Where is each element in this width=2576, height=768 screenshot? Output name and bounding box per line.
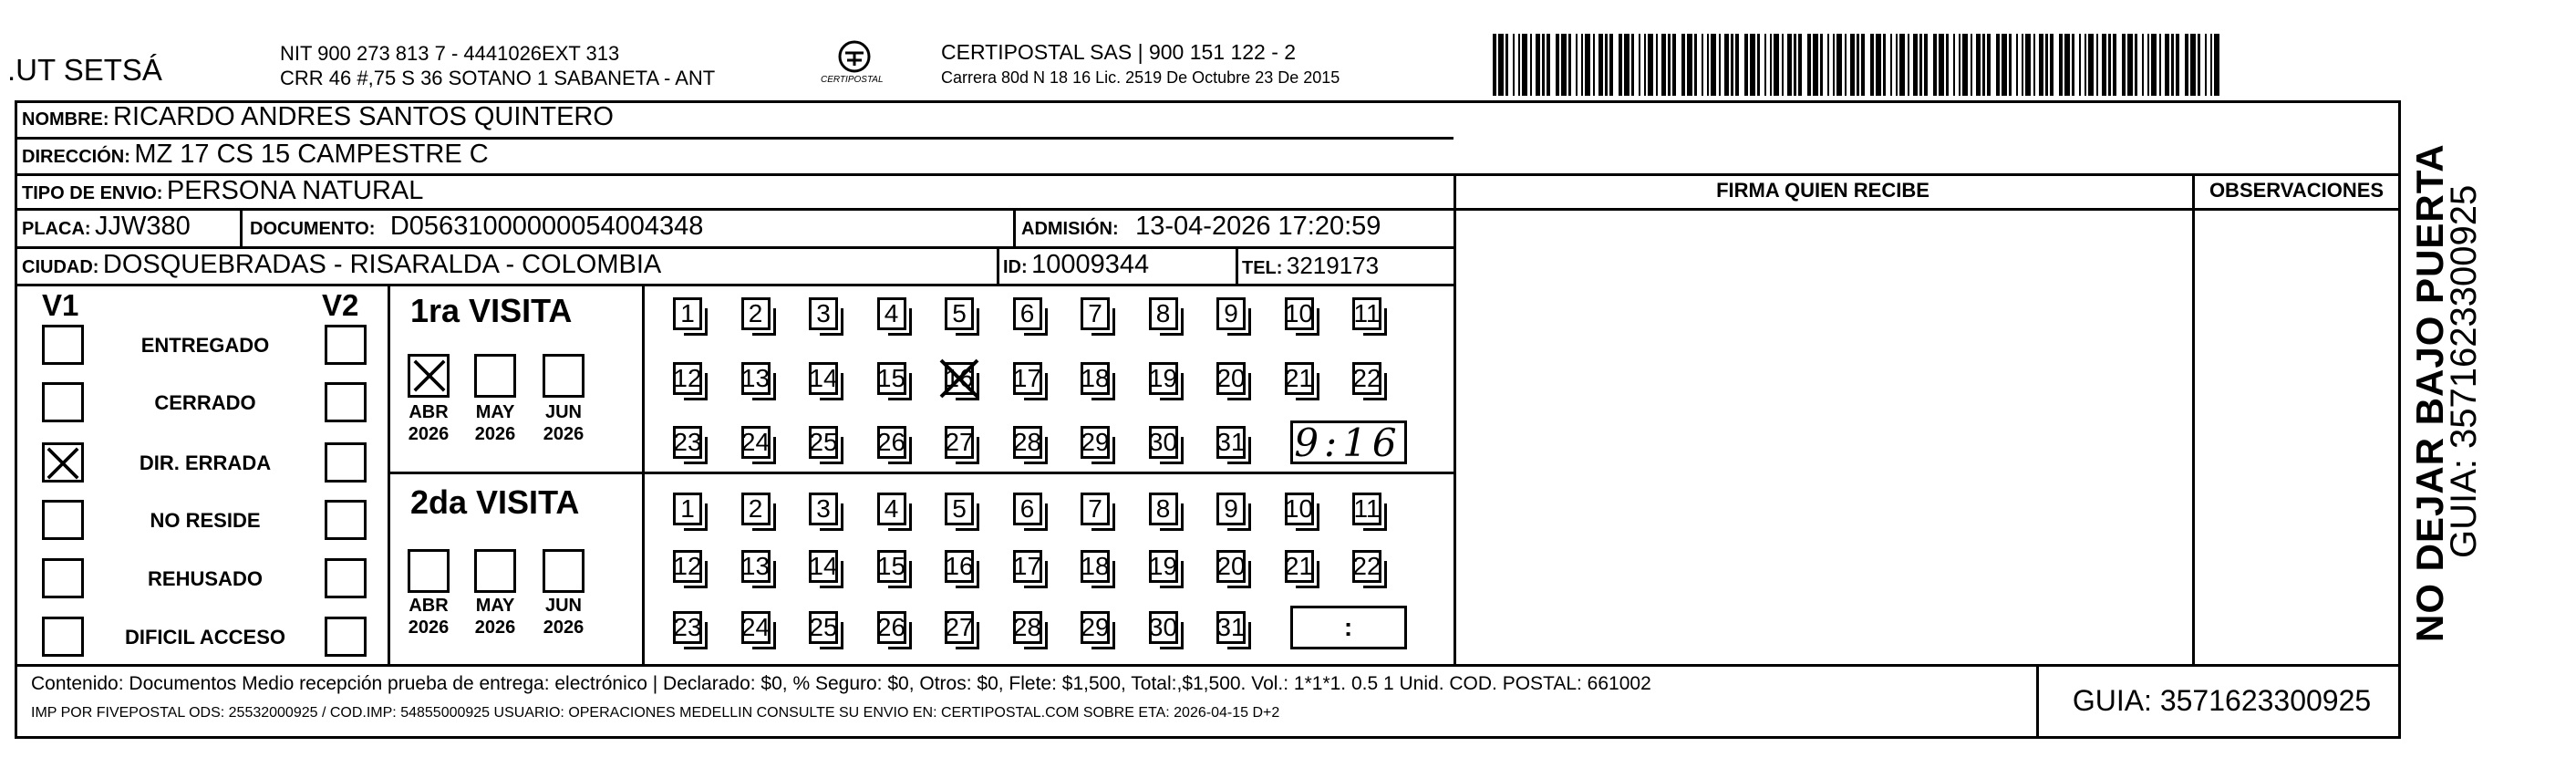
barcode-bar — [2113, 34, 2116, 96]
barcode-bar — [1648, 34, 1653, 96]
barcode-bar — [1605, 34, 1608, 96]
barcode-bar — [1946, 34, 1949, 96]
admision-label: ADMISIÓN: — [1021, 219, 1119, 239]
month-name: JUN — [544, 596, 582, 616]
barcode-bar — [1719, 34, 1721, 96]
day-box[interactable]: 7 — [1081, 493, 1110, 525]
barcode-bar — [2079, 34, 2081, 96]
v1-checkbox[interactable] — [42, 325, 84, 365]
barcode-bar — [1813, 34, 1818, 96]
day-box[interactable]: 7 — [1081, 297, 1110, 330]
barcode-bar — [1556, 34, 1559, 96]
barcode-bar — [2142, 34, 2144, 96]
day-box[interactable]: 25 — [809, 426, 838, 459]
barcode-bar — [1598, 34, 1603, 96]
barcode-bar — [2002, 34, 2007, 96]
status-label: NO RESIDE — [150, 509, 261, 532]
day-box[interactable]: 18 — [1081, 362, 1110, 395]
month-year: 2026 — [543, 424, 585, 444]
day-box[interactable]: 12 — [673, 550, 702, 583]
footer-guia: GUIA: 3571623300925 — [2072, 684, 2372, 717]
barcode-bar — [1702, 34, 1703, 96]
barcode-bar — [2022, 34, 2023, 96]
admision-value: 13-04-2026 17:20:59 — [1135, 212, 1381, 241]
barcode-bar — [1619, 34, 1622, 96]
barcode-bar — [2096, 34, 2098, 96]
month-name: JUN — [544, 402, 582, 422]
v2-checkbox[interactable] — [325, 325, 367, 365]
day-box[interactable]: 14 — [809, 362, 838, 395]
visit2-title: 2da VISITA — [410, 483, 580, 521]
status-label: CERRADO — [154, 391, 256, 414]
barcode-bar — [1547, 34, 1550, 96]
barcode-bar — [1787, 34, 1792, 96]
barcode-bar — [1639, 34, 1640, 96]
day-box[interactable]: 22 — [1352, 362, 1381, 395]
day-box[interactable]: 26 — [877, 426, 906, 459]
barcode-bar — [1731, 34, 1733, 96]
day-box[interactable]: 25 — [809, 611, 838, 644]
nombre-label: NOMBRE: — [22, 109, 109, 130]
visit1-time-value: 9:16 — [1294, 420, 1402, 465]
barcode-bar — [1982, 34, 1985, 96]
month-label — [532, 595, 595, 638]
barcode-bar — [1656, 34, 1658, 96]
barcode-bar — [2176, 34, 2179, 96]
barcode-bar — [1542, 34, 1545, 96]
v2-checkbox[interactable] — [325, 558, 367, 598]
day-box[interactable]: 16 — [945, 550, 974, 583]
day-box[interactable]: 31 — [1216, 611, 1246, 644]
barcode-bar — [2072, 34, 2074, 96]
footer-content-line: Contenido: Documentos Medio recepción prueba de entrega: electrónico | Declarado: $0, % Seguro: $0, Otros: $0, Flete: $1,500, Total:,$1,500. Vol.: 1*1*1. 0.5 1 Unid. COD. POSTAL: 661002 — [31, 673, 1651, 694]
tipo-envio-label: TIPO DE ENVIO: — [22, 183, 163, 203]
visit2-time-value: : — [1343, 613, 1353, 641]
month-label — [463, 401, 527, 445]
barcode-bar — [1735, 34, 1739, 96]
day-box[interactable]: 26 — [877, 611, 906, 644]
barcode-bar — [1876, 34, 1881, 96]
barcode-bar — [1996, 34, 2000, 96]
day-box[interactable]: 10 — [1285, 297, 1314, 330]
barcode-bar — [2045, 34, 2048, 96]
month-label — [463, 595, 527, 638]
day-box[interactable]: 30 — [1149, 611, 1178, 644]
barcode-bar — [1807, 34, 1811, 96]
barcode-bar — [1644, 34, 1646, 96]
barcode-bar — [2214, 34, 2219, 96]
barcode-bar — [1953, 34, 1955, 96]
side-guia: GUIA: 3571623300925 — [2444, 184, 2484, 558]
barcode-bar — [1782, 34, 1784, 96]
month-year: 2026 — [543, 618, 585, 638]
month-checkbox[interactable] — [543, 354, 585, 398]
day-box[interactable]: 4 — [877, 493, 906, 525]
day-box[interactable]: 11 — [1352, 297, 1381, 330]
observaciones-header: OBSERVACIONES — [2209, 179, 2385, 202]
barcode-bar — [2033, 34, 2035, 96]
day-box[interactable]: 2 — [741, 297, 771, 330]
barcode-bar — [2039, 34, 2043, 96]
day-box[interactable]: 1 — [673, 297, 702, 330]
month-checkbox[interactable] — [474, 549, 516, 593]
day-box[interactable]: 30 — [1149, 426, 1178, 459]
day-box[interactable]: 2 — [741, 493, 771, 525]
day-box[interactable]: 20 — [1216, 550, 1246, 583]
day-box[interactable]: 27 — [945, 426, 974, 459]
barcode-bar — [1576, 34, 1578, 96]
day-box[interactable]: 9 — [1216, 297, 1246, 330]
barcode-bar — [1631, 34, 1634, 96]
barcode-bar — [1850, 34, 1855, 96]
barcode-bar — [2025, 34, 2031, 96]
direccion-label: DIRECCIÓN: — [22, 147, 130, 167]
v2-checkbox[interactable] — [325, 617, 367, 657]
month-label — [397, 595, 460, 638]
barcode-bar — [1744, 34, 1748, 96]
barcode-bar — [1681, 34, 1685, 96]
day-box[interactable]: 14 — [809, 550, 838, 583]
day-box[interactable]: 15 — [877, 362, 906, 395]
day-box[interactable]: 15 — [877, 550, 906, 583]
documento-value: D05631000000054004348 — [389, 212, 704, 241]
barcode-bar — [1883, 34, 1886, 96]
barcode-bar — [1724, 34, 1729, 96]
barcode — [1493, 34, 2224, 96]
day-box[interactable]: 12 — [673, 362, 702, 395]
no-dejar-bajo-puerta: NO DEJAR BAJO PUERTA — [2408, 143, 2451, 642]
barcode-bar — [2210, 34, 2212, 96]
barcode-bar — [1908, 34, 1909, 96]
barcode-bar — [2151, 34, 2157, 96]
v1-checkbox[interactable] — [42, 617, 84, 657]
barcode-bar — [1896, 34, 1898, 96]
day-box[interactable]: 24 — [741, 611, 771, 644]
barcode-bar — [1568, 34, 1571, 96]
logo-text: CERTIPOSTAL — [821, 75, 884, 85]
day-box[interactable]: 29 — [1081, 611, 1110, 644]
barcode-bar — [1770, 34, 1772, 96]
barcode-bar — [1624, 34, 1629, 96]
month-checkbox[interactable] — [408, 549, 450, 593]
day-box[interactable]: 8 — [1149, 493, 1178, 525]
barcode-bar — [2102, 34, 2106, 96]
barcode-bar — [2050, 34, 2054, 96]
day-box[interactable]: 31 — [1216, 426, 1246, 459]
barcode-bar — [1711, 34, 1716, 96]
barcode-bar — [1833, 34, 1835, 96]
month-year: 2026 — [408, 424, 450, 444]
barcode-bar — [1581, 34, 1583, 96]
day-box[interactable]: 17 — [1013, 362, 1042, 395]
day-box[interactable]: 29 — [1081, 426, 1110, 459]
day-box[interactable]: 6 — [1013, 493, 1042, 525]
day-box[interactable]: 27 — [945, 611, 974, 644]
day-box[interactable]: 13 — [741, 362, 771, 395]
id-label: ID: — [1003, 257, 1028, 277]
nit-line: NIT 900 273 813 7 - 4441026EXT 313 — [280, 42, 620, 65]
barcode-bar — [2059, 34, 2063, 96]
barcode-bar — [1593, 34, 1595, 96]
barcode-bar — [1899, 34, 1905, 96]
barcode-bar — [1774, 34, 1779, 96]
v1-checkbox[interactable] — [42, 442, 84, 483]
month-checkbox[interactable] — [408, 354, 450, 398]
day-box[interactable]: 22 — [1352, 550, 1381, 583]
barcode-bar — [1493, 34, 1496, 96]
month-label — [397, 401, 460, 445]
month-checkbox[interactable] — [474, 354, 516, 398]
day-box[interactable]: 5 — [945, 493, 974, 525]
v2-checkbox[interactable] — [325, 500, 367, 540]
id-value: 10009344 — [1031, 250, 1150, 279]
day-box[interactable]: 23 — [673, 426, 702, 459]
day-box[interactable]: 4 — [877, 297, 906, 330]
day-box[interactable]: 23 — [673, 611, 702, 644]
certipostal-logo — [812, 38, 903, 93]
day-box[interactable]: 21 — [1285, 550, 1314, 583]
barcode-bar — [1513, 34, 1515, 96]
day-box[interactable]: 3 — [809, 493, 838, 525]
visit1-title: 1ra VISITA — [410, 292, 573, 329]
barcode-bar — [1609, 34, 1613, 96]
v2-checkbox[interactable] — [325, 442, 367, 483]
status-label: DIFICIL ACCESO — [124, 626, 285, 649]
month-year: 2026 — [408, 618, 450, 638]
status-label: ENTREGADO — [140, 334, 270, 357]
month-name: ABR — [409, 402, 449, 422]
barcode-bar — [1836, 34, 1842, 96]
documento-label: DOCUMENTO: — [250, 219, 376, 239]
day-box[interactable]: 17 — [1013, 550, 1042, 583]
barcode-bar — [2064, 34, 2070, 96]
barcode-bar — [2190, 34, 2196, 96]
barcode-bar — [1505, 34, 1508, 96]
barcode-bar — [1757, 34, 1760, 96]
day-box[interactable]: 18 — [1081, 550, 1110, 583]
barcode-bar — [1750, 34, 1755, 96]
direccion-value: MZ 17 CS 15 CAMPESTRE C — [134, 140, 489, 169]
tel-label: TEL: — [1242, 258, 1283, 278]
day-box[interactable]: 20 — [1216, 362, 1246, 395]
status-label: REHUSADO — [148, 567, 263, 590]
v2-checkbox[interactable] — [325, 382, 367, 422]
month-year: 2026 — [474, 618, 516, 638]
v1-checkbox[interactable] — [42, 382, 84, 422]
barcode-bar — [1498, 34, 1504, 96]
barcode-bar — [1530, 34, 1532, 96]
day-box[interactable]: 28 — [1013, 426, 1042, 459]
address-line: CRR 46 #,75 S 36 SOTANO 1 SABANETA - ANT — [280, 67, 716, 89]
day-box[interactable]: 21 — [1285, 362, 1314, 395]
barcode-bar — [1794, 34, 1796, 96]
day-box[interactable]: 8 — [1149, 297, 1178, 330]
certipostal-line: CERTIPOSTAL SAS | 900 151 122 - 2 — [941, 40, 1297, 64]
day-box[interactable]: 1 — [673, 493, 702, 525]
day-cross-mark — [937, 357, 981, 400]
barcode-bar — [1694, 34, 1697, 96]
month-name: MAY — [475, 402, 515, 422]
footer-imp-line: IMP POR FIVEPOSTAL ODS: 25532000925 / COD.IMP: 54855000925 USUARIO: OPERACIONES MEDELLIN CONSULTE SU ENVIO EN: CERTIPOSTAL.COM SOBRE ETA: 2026-04-15 D+2 — [31, 705, 1280, 721]
barcode-bar — [2198, 34, 2200, 96]
barcode-bar — [2016, 34, 2018, 96]
barcode-bar — [2088, 34, 2094, 96]
day-box[interactable]: 28 — [1013, 611, 1042, 644]
day-box[interactable]: 6 — [1013, 297, 1042, 330]
day-box[interactable]: 16 — [945, 362, 974, 395]
day-box[interactable]: 19 — [1149, 550, 1178, 583]
day-box[interactable]: 9 — [1216, 493, 1246, 525]
barcode-bar — [1976, 34, 1981, 96]
barcode-bar — [1919, 34, 1922, 96]
month-label — [532, 401, 595, 445]
v1-label: V1 — [42, 288, 79, 322]
day-box[interactable]: 5 — [945, 297, 974, 330]
barcode-bar — [1820, 34, 1823, 96]
barcode-bar — [2171, 34, 2174, 96]
barcode-bar — [1561, 34, 1567, 96]
v1-checkbox[interactable] — [42, 500, 84, 540]
nombre-value: RICARDO ANDRES SANTOS QUINTERO — [113, 102, 614, 131]
barcode-bar — [1687, 34, 1692, 96]
placa-label: PLACA: — [22, 219, 91, 239]
company-name: .UT SETSÁ — [7, 53, 162, 87]
day-box[interactable]: 13 — [741, 550, 771, 583]
barcode-bar — [1707, 34, 1709, 96]
tel-value: 3219173 — [1286, 252, 1380, 279]
barcode-bar — [1798, 34, 1802, 96]
v1-checkbox[interactable] — [42, 558, 84, 598]
day-box[interactable]: 10 — [1285, 493, 1314, 525]
month-name: MAY — [475, 596, 515, 616]
ciudad-label: CIUDAD: — [22, 257, 99, 277]
barcode-bar — [2127, 34, 2133, 96]
tipo-envio-value: PERSONA NATURAL — [166, 176, 424, 205]
barcode-bar — [2159, 34, 2161, 96]
barcode-bar — [2147, 34, 2149, 96]
status-label: DIR. ERRADA — [139, 451, 272, 474]
month-name: ABR — [409, 596, 449, 616]
barcode-graphic — [1493, 34, 2224, 96]
barcode-bar — [2185, 34, 2188, 96]
barcode-bar — [1933, 34, 1937, 96]
v2-label: V2 — [322, 288, 359, 322]
time-box[interactable] — [1290, 420, 1407, 464]
barcode-bar — [1962, 34, 1968, 96]
day-box[interactable]: 11 — [1352, 493, 1381, 525]
barcode-bar — [1870, 34, 1874, 96]
barcode-bar — [1987, 34, 1991, 96]
month-year: 2026 — [474, 424, 516, 444]
barcode-bar — [2085, 34, 2086, 96]
barcode-bar — [1890, 34, 1892, 96]
barcode-bar — [1845, 34, 1847, 96]
barcode-bar — [2205, 34, 2207, 96]
barcode-bar — [1661, 34, 1666, 96]
barcode-bar — [1536, 34, 1540, 96]
placa-value: JJW380 — [95, 212, 191, 241]
barcode-bar — [1522, 34, 1527, 96]
barcode-bar — [1913, 34, 1918, 96]
barcode-bar — [1939, 34, 1944, 96]
day-box[interactable]: 24 — [741, 426, 771, 459]
day-box[interactable]: 19 — [1149, 362, 1178, 395]
time-box[interactable] — [1290, 606, 1407, 649]
barcode-bar — [2135, 34, 2137, 96]
barcode-bar — [1672, 34, 1676, 96]
barcode-bar — [1668, 34, 1671, 96]
day-box[interactable]: 3 — [809, 297, 838, 330]
barcode-bar — [1857, 34, 1859, 96]
barcode-bar — [2108, 34, 2111, 96]
barcode-bar — [2165, 34, 2169, 96]
barcode-bar — [2122, 34, 2126, 96]
barcode-bar — [1971, 34, 1972, 96]
barcode-bar — [1827, 34, 1829, 96]
resolution-line: Carrera 80d N 18 16 Lic. 2519 De Octubre 23 De 2015 — [941, 68, 1340, 87]
firma-header: FIRMA QUIEN RECIBE — [1716, 179, 1929, 202]
barcode-bar — [1861, 34, 1865, 96]
barcode-bar — [1959, 34, 1960, 96]
ciudad-value: DOSQUEBRADAS - RISARALDA - COLOMBIA — [102, 250, 662, 279]
barcode-bar — [2009, 34, 2012, 96]
barcode-bar — [1518, 34, 1520, 96]
month-checkbox[interactable] — [543, 549, 585, 593]
barcode-bar — [1585, 34, 1590, 96]
barcode-bar — [1764, 34, 1766, 96]
barcode-bar — [1924, 34, 1928, 96]
